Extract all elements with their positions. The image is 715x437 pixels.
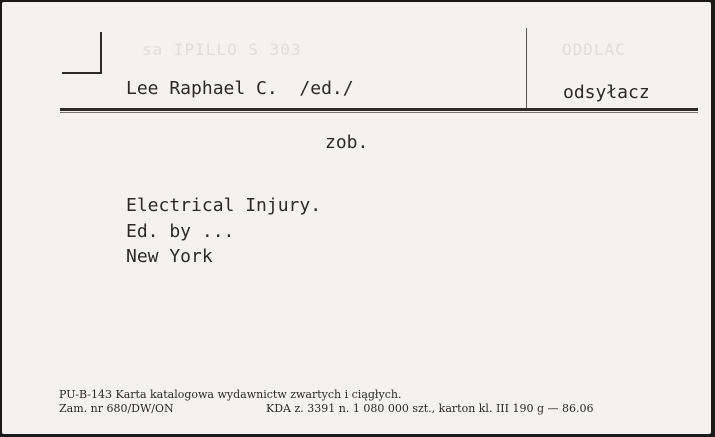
heading-rule — [60, 108, 698, 111]
title-line-3: New York — [126, 246, 213, 267]
title-line-1: Electrical Injury. — [126, 195, 322, 216]
catalog-card — [2, 2, 711, 434]
footer-line-1: PU-B-143 Karta katalogowa wydawnictw zwartych i ciągłych. — [59, 388, 402, 401]
column-divider — [526, 28, 527, 108]
footer-line-2-right: KDA z. 3391 n. 1 080 000 szt., karton kl. III 190 g — 86.06 — [266, 402, 594, 415]
corner-mark-vertical — [100, 32, 102, 73]
reference-type-label: odsyłacz — [563, 82, 650, 103]
see-label: zob. — [325, 132, 369, 153]
heading-entry: Lee Raphael C. /ed./ — [126, 78, 354, 99]
title-line-2: Ed. by ... — [126, 221, 235, 242]
bleed-through-text: sa IPILLO S 303 — [142, 40, 302, 59]
heading-rule-thin — [60, 112, 698, 113]
bleed-through-text-right: ODDLAC — [562, 40, 626, 59]
corner-mark-horizontal — [62, 72, 102, 74]
footer-line-2-left: Zam. nr 680/DW/ON — [59, 402, 174, 415]
